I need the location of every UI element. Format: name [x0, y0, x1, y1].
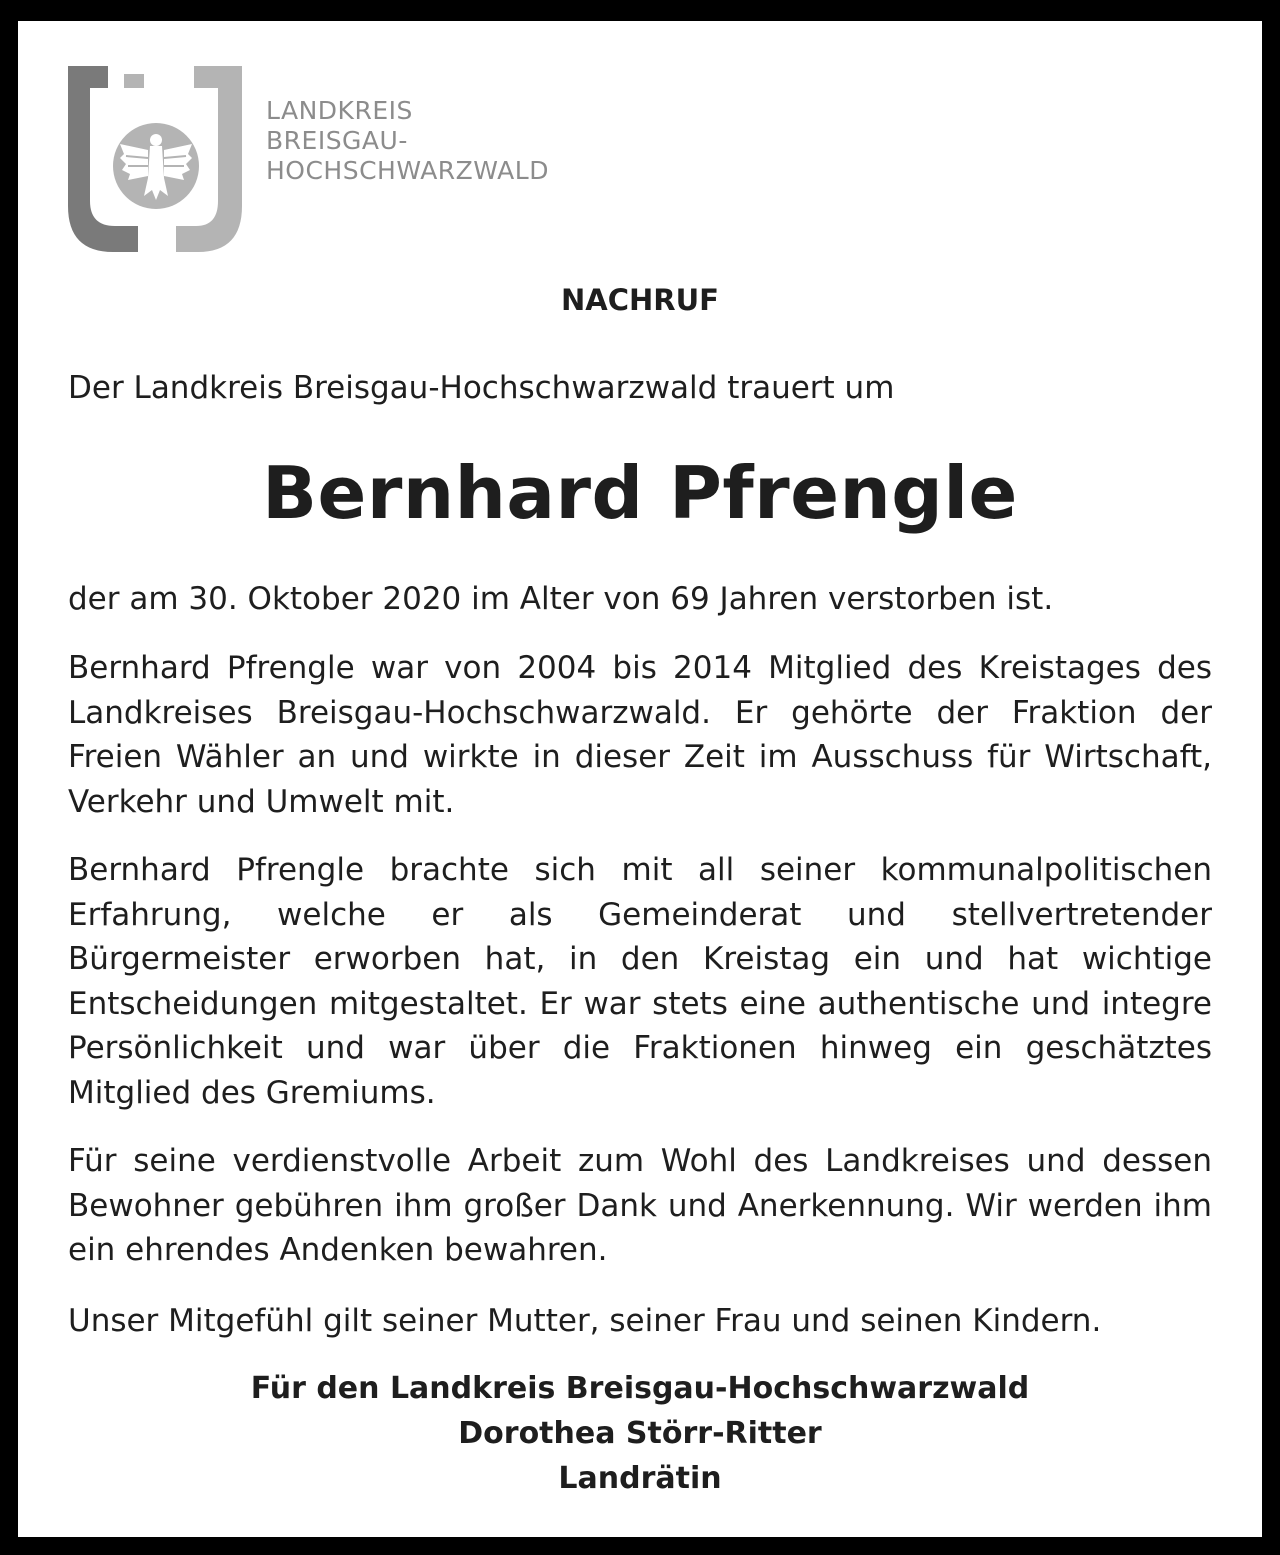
- logo-line: BREISGAU-: [266, 126, 408, 155]
- logo-line: LANDKREIS: [266, 96, 413, 125]
- signature-block: [18, 1366, 1262, 1501]
- paragraph-condolence: Unser Mitgefühl gilt seiner Mutter, seiner Frau und seinen Kindern.: [68, 1303, 1102, 1339]
- signature-organization: Für den Landkreis Breisgau-Hochschwarzwald: [250, 1371, 1030, 1406]
- landkreis-logo: [68, 66, 568, 261]
- deceased-name: Bernhard Pfrengle: [262, 451, 1018, 535]
- signature-title: Landrätin: [558, 1461, 722, 1496]
- eagle-shield-icon: [68, 66, 248, 256]
- logo-wordmark: [266, 96, 549, 186]
- logo-line: HOCHSCHWARZWALD: [266, 156, 549, 185]
- paragraph-gratitude: Für seine verdienstvolle Arbeit zum Wohl des Landkreises und dessen Bewohner gebühren ihm großer Dank und Anerkennung. Wir werden ihm ein ehrendes Andenken bewahren.: [68, 1143, 1212, 1268]
- intro-line: Der Landkreis Breisgau-Hochschwarzwald trauert um: [68, 370, 895, 406]
- page-heading: NACHRUF: [561, 283, 719, 317]
- paragraph-membership: Bernhard Pfrengle war von 2004 bis 2014 Mitglied des Kreistages des Landkreises Breisgau-Hochschwarzwald. Er gehörte der Fraktion der Freien Wähler an und wirkte in dieser Zeit im Ausschuss für Wirtschaft, Verkehr und Umwelt mit.: [68, 650, 1212, 820]
- death-line: der am 30. Oktober 2020 im Alter von 69 Jahren verstorben ist.: [68, 581, 1054, 617]
- signature-person: Dorothea Störr-Ritter: [458, 1416, 822, 1451]
- paragraph-contribution: Bernhard Pfrengle brachte sich mit all seiner kommunalpolitischen Erfahrung, welche er als Gemeinderat und stellvertretender Bürgermeister erworben hat, in den Kreistag ein und hat wichtige Entscheidungen mitgestaltet. Er war stets eine authentische und integre Persönlichkeit und war über die Fraktionen hinweg ein geschätztes Mitglied des Gremiums.: [68, 852, 1212, 1111]
